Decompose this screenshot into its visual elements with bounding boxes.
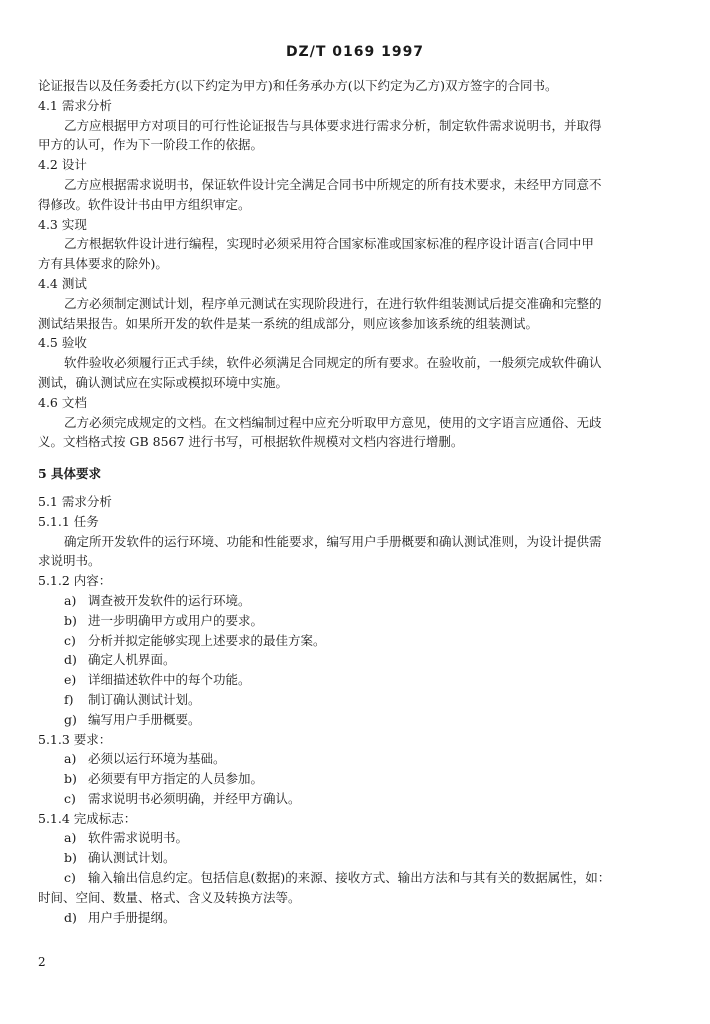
section-4-2-line: 乙方应根据需求说明书，保证软件设计完全满足合同书中所规定的所有技术要求，未经甲方同意不 [64,176,602,192]
section-5-1-4-title: 5.1.4 完成标志： [38,810,137,826]
list-item [38,749,674,769]
section-4-3-line: 乙方根据软件设计进行编程，实现时必须采用符合国家标准或国家标准的程序设计语言(合同中甲 [64,236,594,252]
section-4-6-title: 4.6 文档 [38,394,87,410]
list-text: 必须以运行环境为基础。 [88,751,226,767]
list-marker: c) [64,870,76,886]
list-item [38,611,674,631]
list-marker: b) [64,771,77,787]
list-marker: c) [64,632,76,648]
standard-header: DZ/T 0169 1997 [285,44,425,60]
list-marker: d) [64,909,77,925]
list-item [38,690,674,710]
section-4-2-title: 4.2 设计 [38,157,87,173]
list-text: 软件需求说明书。 [88,830,189,846]
section-5-1-1-line: 求说明书。 [38,553,101,569]
list-text: 详细描述软件中的每个功能。 [88,672,251,688]
list-item [38,650,674,670]
list-text: 进一步明确甲方或用户的要求。 [88,612,264,628]
section-4-2-line: 得修改。软件设计书由甲方组织审定。 [38,196,251,212]
list-item [38,848,674,868]
list-marker: g) [64,711,77,727]
list-text: 编写用户手册概要。 [88,711,201,727]
section-4-1-title: 4.1 需求分析 [38,97,112,113]
list-marker: b) [64,850,77,866]
section-4-1-line: 甲方的认可，作为下一阶段工作的依据。 [38,137,264,153]
list-item [38,769,674,789]
section-4-4-line: 乙方必须制定测试计划，程序单元测试在实现阶段进行，在进行软件组装测试后提交准确和完整的 [64,295,602,311]
list-text: 必须要有甲方指定的人员参加。 [88,771,264,787]
list-marker: a) [64,592,77,608]
list-item [38,908,674,928]
list-item [38,710,674,730]
section-5-1-3-title: 5.1.3 要求： [38,731,112,747]
list-marker: b) [64,612,77,628]
intro-paragraph: 论证报告以及任务委托方(以下约定为甲方)和任务承办方(以下约定为乙方)双方签字的合同书。 [38,78,558,93]
list-item [38,868,674,888]
section-4-4-line: 测试结果报告。如果所开发的软件是某一系统的组成部分，则应该参加该系统的组装测试。 [38,315,539,331]
list-marker: e) [64,672,77,688]
section-5-title: 5 具体要求 [38,466,102,482]
list-item [38,789,674,809]
section-5-1-1-title: 5.1.1 任务 [38,513,99,529]
list-text: 输入输出信息约定。包括信息(数据)的来源、接收方式、输出方法和与其有关的数据属性，如： [88,870,611,886]
list-text: 需求说明书必须明确，并经甲方确认。 [88,790,301,806]
section-4-6-line: 乙方必须完成规定的文档。在文档编制过程中应充分听取甲方意见，使用的文字语言应通俗、无歧 [64,414,602,430]
page-number: 2 [38,955,46,969]
section-5-1-2-title: 5.1.2 内容： [38,573,112,589]
section-4-4-title: 4.4 测试 [38,275,87,291]
list-text: 用户手册提纲。 [88,909,176,925]
list-item-continuation: 时间、空间、数量、格式、含义及转换方法等。 [38,889,301,905]
list-item [38,591,674,611]
section-4-5-title: 4.5 验收 [38,335,87,351]
section-4-3-title: 4.3 实现 [38,216,87,232]
list-item [38,631,674,651]
list-marker: d) [64,652,77,668]
list-item [38,828,674,848]
section-4-6-line: 义。文档格式按 GB 8567 进行书写，可根据软件规模对文档内容进行增删。 [38,434,464,450]
document-body [38,76,674,927]
section-5-1-title: 5.1 需求分析 [38,493,112,509]
section-5-1-1-line: 确定所开发软件的运行环境、功能和性能要求，编写用户手册概要和确认测试准则，为设计提供需 [64,533,602,549]
list-text: 确定人机界面。 [88,652,176,668]
section-4-1-line: 乙方应根据甲方对项目的可行性论证报告与具体要求进行需求分析，制定软件需求说明书，并取得 [64,117,602,133]
list-text: 制订确认测试计划。 [88,691,201,707]
list-text: 调查被开发软件的运行环境。 [88,592,251,608]
list-text: 分析并拟定能够实现上述要求的最佳方案。 [88,632,326,648]
list-marker: a) [64,751,77,767]
list-item [38,670,674,690]
section-4-3-line: 方有具体要求的除外)。 [38,256,168,272]
list-text: 确认测试计划。 [88,850,176,866]
section-4-5-line: 软件验收必须履行正式手续，软件必须满足合同规定的所有要求。在验收前，一般须完成软件确认 [64,355,602,371]
section-4-5-line: 测试，确认测试应在实际或模拟环境中实施。 [38,374,289,390]
list-marker: a) [64,830,77,846]
list-marker: c) [64,790,76,806]
list-marker: f) [64,691,74,707]
